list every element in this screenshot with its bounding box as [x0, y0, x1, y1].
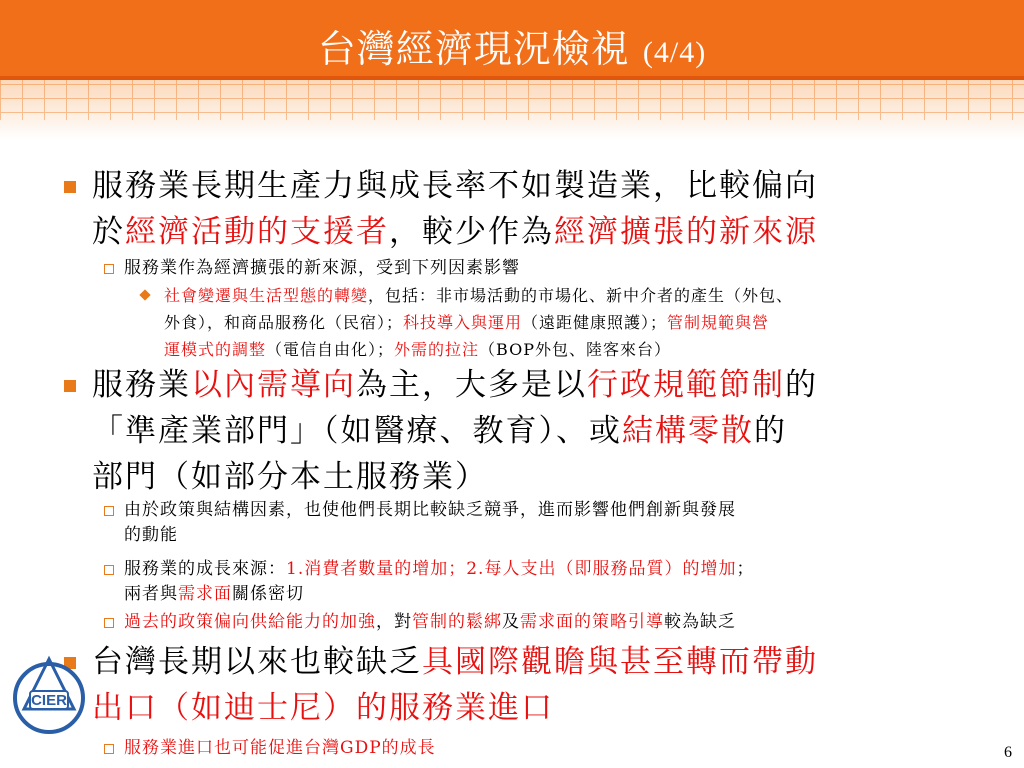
sub-2-2-text-a: 服務業的成長來源：: [124, 559, 286, 579]
detail-text-2: 外食），和商品服務化（民宿）；: [164, 313, 404, 332]
detail-highlight-5: 外需的拉注: [394, 340, 480, 359]
bullet-2-text-e: 的: [754, 413, 787, 449]
sub-2-3-text-a: ，對: [376, 612, 412, 632]
sub-2-2-highlight-b: 需求面: [178, 584, 232, 604]
logo-text: CIER: [31, 692, 67, 709]
title-suffix: (4/4): [642, 36, 707, 69]
sub-bullet-2-2: [124, 557, 970, 607]
sub-2-2-text-b: ；: [736, 559, 755, 579]
sub-2-3-text-c: 較為缺乏: [664, 612, 736, 632]
page-number: 6: [1004, 744, 1012, 761]
sub-2-2-text-d: 關係密切: [232, 584, 304, 604]
bullet-2-highlight-b: 行政規範節制: [587, 367, 785, 403]
bullet-1-text: [92, 163, 970, 255]
bullet-2-text-b: 為主，大多是以: [356, 367, 587, 403]
bullet-2-highlight-c: 結構零散: [622, 413, 754, 449]
bullet-square-2: [64, 380, 76, 392]
detail-highlight-2: 科技導入與運用: [403, 313, 523, 332]
detail-bullet-1: [164, 282, 970, 363]
cier-logo-icon: [10, 651, 88, 741]
bullet-3-line-1: [92, 639, 970, 685]
sub-2-3-highlight-c: 需求面的策略引導: [520, 612, 664, 632]
detail-text-5: （BOP外包、陸客來台）: [479, 340, 671, 359]
bullet-2-line-3: 部門（如部分本土服務業）: [92, 459, 488, 495]
sub-bullet-2-2-line-2: [124, 582, 970, 607]
sub-bullet-square-1: [104, 264, 114, 274]
bullet-2-text-c: 的: [785, 367, 818, 403]
sub-bullet-2-1: [124, 498, 970, 548]
bullet-3-text: [92, 639, 970, 731]
sub-bullet-square-3: [104, 565, 114, 575]
bullet-2-highlight-a: 以內需導向: [191, 367, 356, 403]
bullet-3-text-a: 台灣長期以來也較缺乏: [92, 644, 422, 680]
detail-highlight-1: 社會變遷與生活型態的轉變: [164, 286, 369, 305]
title-main: 台灣經濟現況檢視: [317, 27, 630, 71]
bullet-1-highlight-a: 經濟活動的支援者: [125, 214, 389, 250]
bullet-1-highlight-b: 經濟擴張的新來源: [554, 214, 818, 250]
bullet-2-text: [92, 362, 970, 500]
sub-2-3-highlight-b: 管制的鬆綁: [412, 612, 502, 632]
sub-bullet-square-2: [104, 506, 114, 516]
detail-highlight-4: 運模式的調整: [164, 340, 267, 359]
detail-line-2: [164, 309, 970, 336]
sub-bullet-2-1-line-1: 由於政策與結構因素，也使他們長期比較缺乏競爭，進而影響他們創新與發展: [124, 500, 736, 520]
sub-bullet-3-1: 服務業進口也可能促進台灣GDP的成長: [124, 738, 436, 758]
detail-text-4: （電信自由化）；: [266, 340, 395, 359]
detail-line-1: [164, 282, 970, 309]
sub-bullet-2-3: [124, 610, 970, 635]
sub-bullet-square-4: [104, 618, 114, 628]
bullet-square-1: [64, 181, 76, 193]
sub-2-2-highlight-a: 1.消費者數量的增加；2.每人支出（即服務品質）的增加: [286, 559, 737, 579]
bullet-1-line-2: [92, 209, 970, 255]
bullet-1-text-b: ，較少作為: [389, 214, 554, 250]
detail-text-1: ，包括：非市場活動的市場化、新中介者的產生（外包、: [368, 286, 794, 305]
bullet-3-highlight-a: 具國際觀瞻與甚至轉而帶動: [422, 644, 818, 680]
sub-2-3-text-b: 及: [502, 612, 520, 632]
bullet-2-line-1: [92, 362, 970, 408]
bullet-3-line-2: 出口（如迪士尼）的服務業進口: [92, 690, 554, 726]
sub-bullet-1-1: 服務業作為經濟擴張的新來源，受到下列因素影響: [124, 258, 520, 278]
sub-2-2-text-c: 兩者與: [124, 584, 178, 604]
sub-2-3-highlight-a: 過去的政策偏向供給能力的加強: [124, 612, 376, 632]
detail-highlight-3: 管制規範與營: [667, 313, 770, 332]
sub-bullet-square-5: [104, 744, 114, 754]
sub-bullet-2-2-line-1: [124, 557, 970, 582]
cier-logo: [10, 651, 88, 741]
detail-line-3: [164, 336, 970, 363]
bullet-2-line-2: [92, 408, 970, 454]
bullet-1-line-1: 服務業長期生產力與成長率不如製造業，比較偏向: [92, 168, 818, 204]
bullet-2-text-d: 「準產業部門」（如醫療、教育）、或: [92, 413, 622, 449]
sub-bullet-2-1-line-2: 的動能: [124, 525, 178, 545]
bullet-2-text-a: 服務業: [92, 367, 191, 403]
detail-text-3: （遠距健康照護）；: [522, 313, 668, 332]
bullet-1-text-a: 於: [92, 214, 125, 250]
diamond-bullet-1: [139, 289, 150, 300]
